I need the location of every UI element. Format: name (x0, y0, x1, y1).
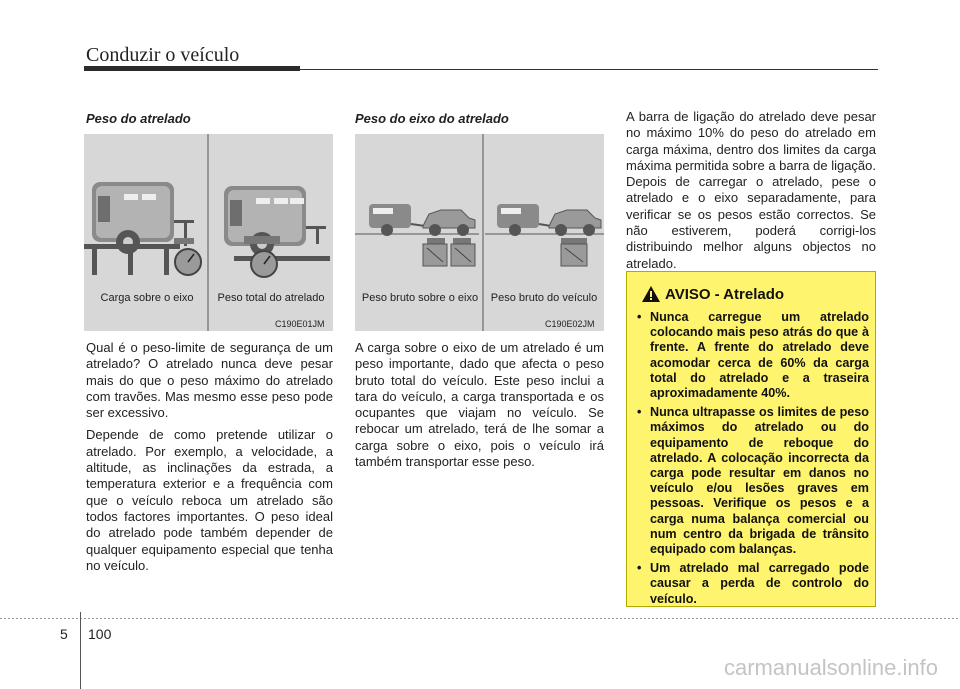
col3-body (626, 109, 876, 278)
watermark: carmanualsonline.info (723, 655, 938, 680)
figure-caption-gross-axle-weight: Peso bruto sobre o eixo (361, 292, 479, 304)
footer-dotted-rule (0, 618, 960, 619)
warning-triangle-icon (641, 285, 661, 303)
warning-item-text: Nunca carregue um atrelado colocando mais peso atrás do que à frente. A frente do atrelado deve acomodar cerca de 60% da carga total do atrelado e a traseira aproximadamente 40%. (650, 310, 869, 401)
section-heading-trailer-weight: Peso do atrelado (86, 111, 191, 126)
figure-code: C190E01JM (275, 319, 325, 329)
gross-axle-weight-drawing (355, 204, 479, 266)
section-heading-trailer-axle-weight: Peso do eixo do atrelado (355, 111, 509, 126)
header-rule-thin (300, 69, 878, 70)
figure-caption-gross-vehicle-weight: Peso bruto do veículo (490, 292, 598, 304)
col1-paragraph-2: Depende de como pretende utilizar o atrelado. Por exemplo, a velocidade, a altitude, as inclinações da estrada, a temperatura exterior e a frequência com que o veículo reboca um atrelado são todos factores importantes. O peso ideal do atrelado pode também depender de qualquer equipamento especial que tenha no veículo. (86, 427, 333, 573)
warning-item: • Nunca ultrapasse os limites de peso máximos do atrelado ou do equipamento de reboque do atrelado. A colocação incorrecta da carga pode resultar em danos no veículo e/ou lesões graves em pessoas. Verifique os pesos e a carga numa balança comercial ou num centro da brigada de trânsito equipado com balanças. (637, 405, 869, 557)
gross-vehicle-weight-drawing (485, 204, 604, 266)
trailer-axle-scale-drawing (84, 182, 201, 275)
trailer-total-scale-drawing (224, 186, 330, 277)
figure-caption-total-trailer-weight: Peso total do atrelado (217, 292, 325, 304)
footer-vertical-rule (80, 612, 81, 689)
warning-item: • Nunca carregue um atrelado colocando mais peso atrás do que à frente. A frente do atrelado deve acomodar cerca de 60% da carga total do atrelado e a traseira aproximadamente 40%. (637, 310, 869, 401)
figure-code: C190E02JM (545, 319, 595, 329)
col2-paragraph: A carga sobre o eixo de um atrelado é um peso importante, dado que afecta o peso bruto total do veículo. Este peso inclui a tara do veículo, a carga transportada e os ocupantes que viajam no veículo. Se rebocar um atrelado, terá de lhe somar a carga sobre o eixo, pois o veículo irá também transportar esse peso. (355, 340, 604, 470)
header-rule-thick (84, 66, 300, 71)
col1-body (86, 340, 333, 580)
section-number: 5 (60, 626, 68, 642)
warning-list (637, 310, 869, 611)
col3-paragraph: A barra de ligação do atrelado deve pesar no máximo 10% do peso do atrelado em carga máxima, dentro dos limites da carga máxima permitida sobre a barra de ligação. Depois de carregar o atrelado, pese o atrelado e o eixo separadamente, para verificar se os pesos estão correctos. Se não estiverem, poderá corrigi-los distribuindo melhor alguns objectos no atrelado. (626, 109, 877, 271)
col2-body (355, 340, 604, 476)
page-number: 100 (88, 626, 112, 642)
warning-subtitle: - Atrelado (714, 285, 785, 303)
warning-title: AVISO (665, 285, 711, 303)
warning-header (641, 285, 784, 303)
warning-box (626, 271, 876, 607)
warning-item-text: Nunca ultrapasse os limites de peso máximos do atrelado ou do equipamento de reboque do atrelado. A colocação incorrecta da carga pode resultar em danos no veículo e/ou lesões graves em pessoas. Verifique os pesos e a carga numa balança comercial ou num centro da brigada de trânsito equipado com balanças. (650, 405, 869, 557)
figure-trailer-weight (84, 134, 333, 331)
figure-caption-axle-load: Carga sobre o eixo (100, 292, 194, 304)
col1-paragraph-1: Qual é o peso-limite de segurança de um atrelado? O atrelado nunca deve pesar mais do que o peso máximo do atrelado com travões. Mas mesmo esse peso pode ser excessivo. (86, 340, 333, 421)
warning-item: • Um atrelado mal carregado pode causar a perda de controlo do veículo. (637, 561, 869, 606)
figure-trailer-axle-weight (355, 134, 604, 331)
warning-item-text: Um atrelado mal carregado pode causar a perda de controlo do veículo. (650, 561, 869, 606)
page-header-title: Conduzir o veículo (86, 44, 240, 66)
